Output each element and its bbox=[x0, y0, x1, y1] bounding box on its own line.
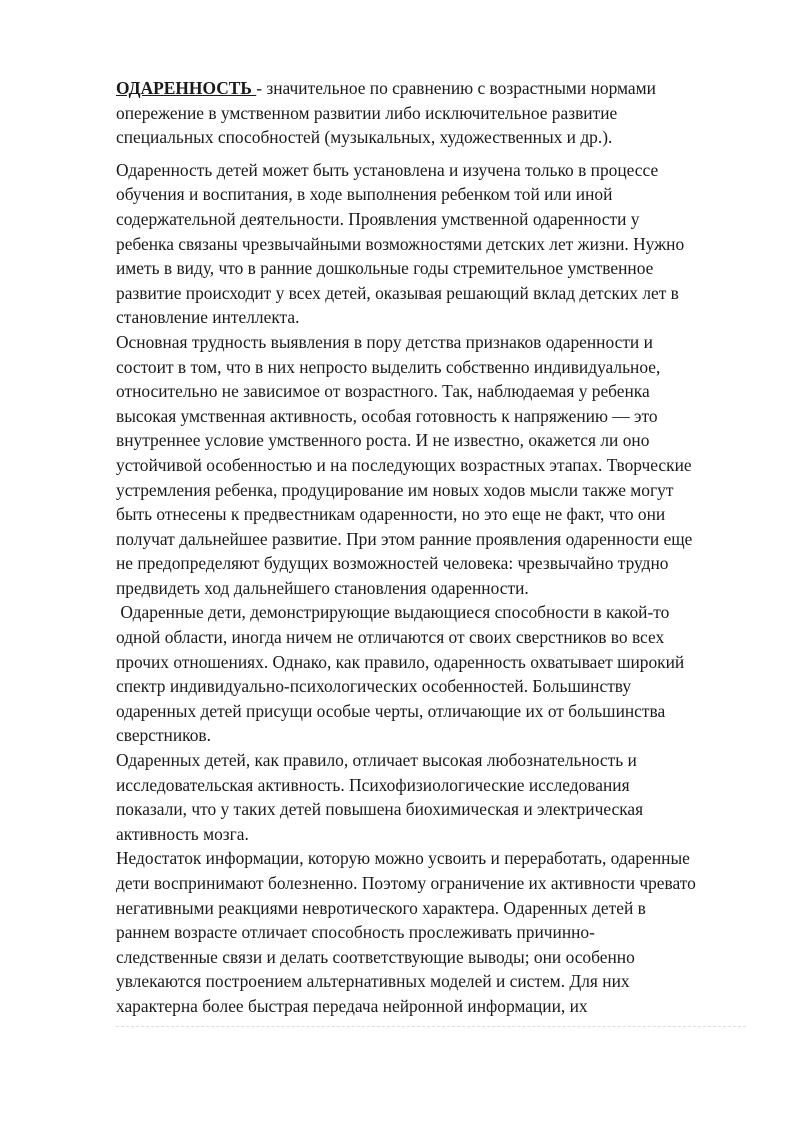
text-line: Основная трудность выявления в пору детства признаков одаренности и bbox=[116, 331, 653, 352]
paragraph-main-difficulty bbox=[116, 330, 756, 601]
page-cut-divider bbox=[116, 1026, 746, 1027]
text-line: спектр индивидуально-психологических особенностей. Большинству bbox=[116, 676, 632, 697]
paragraph-gifted-children bbox=[116, 600, 756, 748]
text-line: высокая умственная активность, особая готовность к напряжению — это bbox=[116, 405, 658, 426]
text-line: исследовательская активность. Психофизиологические исследования bbox=[116, 774, 630, 795]
text-line: обучения и воспитания, в ходе выполнения ребенком той или иной bbox=[116, 184, 613, 205]
text-line: характерна более быстрая передача нейронной информации, их bbox=[116, 995, 588, 1016]
text-line: развитие происходит у всех детей, оказывая решающий вклад детских лет в bbox=[116, 282, 679, 303]
text-line: раннем возрасте отличает способность прослеживать причинно- bbox=[116, 922, 595, 943]
text-line: Одаренные дети, демонстрирующие выдающиеся способности в какой-то bbox=[116, 602, 670, 623]
text-line: состоит в том, что в них непросто выделить собственно индивидуальное, bbox=[116, 356, 661, 377]
paragraph-giftedness-study bbox=[116, 158, 756, 330]
text-line: устойчивой особенностью и на последующих возрастных этапах. Творческие bbox=[116, 454, 692, 475]
text-line: дети воспринимают болезненно. Поэтому ограничение их активности чревато bbox=[116, 873, 696, 893]
text-line: увлекаются построением альтернативных моделей и систем. Для них bbox=[116, 971, 630, 992]
definition-line: специальных способностей (музыкальных, художественных и др.). bbox=[116, 127, 613, 148]
definition-line bbox=[116, 76, 756, 101]
text-line: Одаренность детей может быть установлена и изучена только в процессе bbox=[116, 159, 659, 180]
text-line: одаренных детей присущи особые черты, отличающие их от большинства bbox=[116, 700, 666, 721]
text-line: прочих отношениях. Однако, как правило, одаренность охватывает широкий bbox=[116, 651, 685, 672]
text-line: относительно не зависимое от возрастного. Так, наблюдаемая у ребенка bbox=[116, 381, 650, 402]
text-line: сверстников. bbox=[116, 725, 211, 746]
text-line: активность мозга. bbox=[116, 823, 249, 844]
text-line: иметь в виду, что в ранние дошкольные годы стремительное умственное bbox=[116, 258, 654, 279]
text-line: внутреннее условие умственного роста. И не известно, окажется ли оно bbox=[116, 430, 650, 451]
definition-line: опережение в умственном развитии либо исключительное развитие bbox=[116, 102, 618, 123]
definition-block bbox=[116, 76, 756, 150]
text-line: следственные связи и делать соответствующие выводы; они особенно bbox=[116, 946, 635, 967]
text-line: Одаренных детей, как правило, отличает высокая любознательность и bbox=[116, 750, 637, 771]
paragraph-information-lack bbox=[116, 846, 756, 1018]
text-line: предвидеть ход дальнейшего становления одаренности. bbox=[116, 577, 529, 598]
text-line: Недостаток информации, которую можно усвоить и переработать, одаренные bbox=[116, 848, 690, 869]
text-line: не предопределяют будущих возможностей человека: чрезвычайно трудно bbox=[116, 553, 669, 574]
definition-term: ОДАРЕННОСТЬ bbox=[116, 78, 257, 98]
text-line: одной области, иногда ничем не отличаются от своих сверстников во всех bbox=[116, 627, 665, 648]
text-line: получат дальнейшее развитие. При этом ранние проявления одаренности еще bbox=[116, 528, 693, 549]
text-line: устремления ребенка, продуцирование им новых ходов мысли также могут bbox=[116, 479, 674, 500]
paragraph-curiosity bbox=[116, 748, 756, 846]
text-line: становление интеллекта. bbox=[116, 307, 300, 328]
document-body bbox=[116, 76, 756, 1019]
text-line: негативными реакциями невротического характера. Одаренных детей в bbox=[116, 897, 646, 918]
definition-text: - значительное по сравнению с возрастными нормами bbox=[256, 78, 656, 98]
text-line: содержательной деятельности. Проявления умственной одаренности у bbox=[116, 208, 640, 229]
text-line: быть отнесены к предвестникам одаренности, но это еще не факт, что они bbox=[116, 504, 666, 525]
text-line: ребенка связаны чрезвычайными возможностями детских лет жизни. Нужно bbox=[116, 233, 685, 254]
text-line: показали, что у таких детей повышена биохимическая и электрическая bbox=[116, 799, 644, 820]
